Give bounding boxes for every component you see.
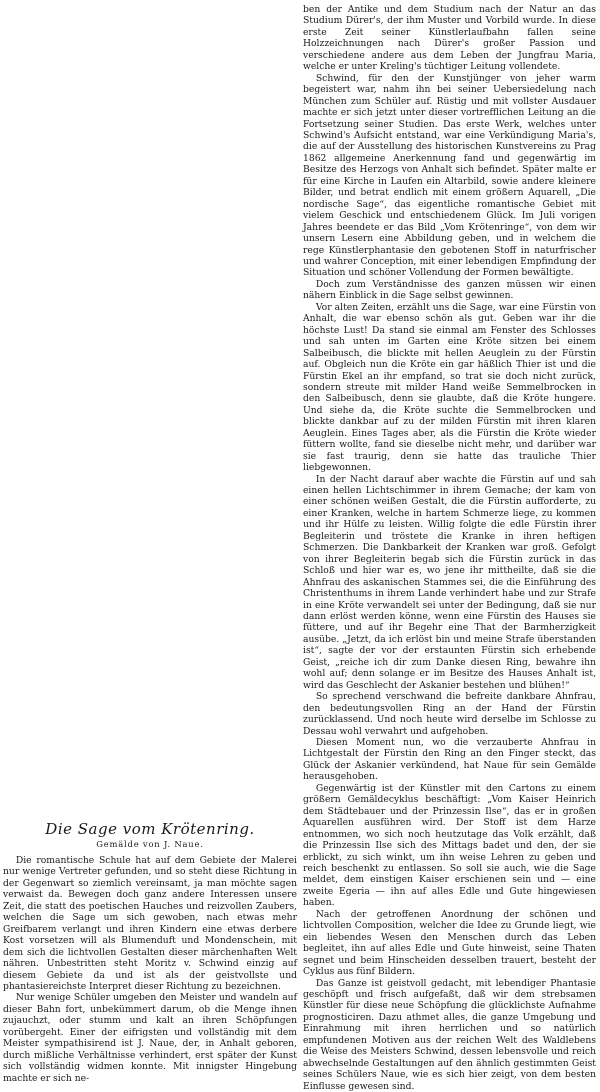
paragraph: Nach der getroffenen Anordnung der schönen und lichtvollen Composition, welcher die Idee zu Grunde liegt, wie ein liebendes Wesen den Menschen durch das Leben begleitet, ihn auf alles Edle und Gute hinweist, seine Thaten segnet und beim Hinscheiden desselben trauert, besteht der Cyklus aus fünf Bildern. <box>303 908 596 978</box>
article-title: Die Sage vom Krötenring. <box>45 820 255 838</box>
paragraph: Das Ganze ist geistvoll gedacht, mit lebendiger Phantasie geschöpft und frisch aufgefaßt, daß wir dem strebsamen Künstler für diese neue Schöpfung die glücklichste Aufnahme prognosticiren. Dazu athmet alles, die ganze Umgebung und Einrahmung mit ihren herrlichen und so natürlich empfundenen Motiven aus der reichen Welt des Waldlebens die Weise des Meisters Schwind, dessen lebensvolle und reich abwechselnde Gestaltungen auf den ähnlich gestimmten Geist seines Schülers Naue, wie es sich hier zeigt, von dem besten Einflusse gewesen sind. <box>303 977 596 1092</box>
paragraph: In der Nacht darauf aber wachte die Fürstin auf und sah einen hellen Lichtschimmer in ihrem Gemache; der kam von einer schönen weißen Gestalt, die die Fürstin aufforderte, zu einer Kranken, welche in hartem Schmerze liege, zu kommen und ihr Hülfe zu leisten. Willig folgte die edle Fürstin ihrer Begleiterin und tröstete die Kranke in ihren heftigen Schmerzen. Die Dankbarkeit der Kranken war groß. Gefolgt von ihrer Begleiterin begab sich die Fürstin zurück in das Schloß und hier war es, wo jene ihr mittheilte, daß sie die Ahnfrau des askanischen Stammes sei, die die Einführung des Christenthums in ihrem Lande verhindert habe und zur Strafe in eine Kröte verwandelt sei unter der Bedingung, daß sie nur dann erlöst werden könne, wenn eine Fürstin des Hauses sie füttere, und auf ihr Begehr eine That der Barmherzigkeit ausübe. „Jetzt, da ich erlöst bin und meine Strafe überstanden ist“, sagte der vor der erstaunten Fürstin sich erhebende Geist, „reiche ich dir zum Danke diesen Ring, bewahre ihn wohl auf; denn solange er im Besitze des Hauses Anhalt ist, wird das Geschlecht der Askanier bestehen und blühen!“ <box>303 473 596 691</box>
illustration-space <box>3 4 297 820</box>
paragraph: Gegenwärtig ist der Künstler mit den Cartons zu einem größern Gemäldecyklus beschäftigt: „Vom Kaiser Heinrich dem Städtebauer und der Prinzessin Ilse“, das er in großen Aquarellen ausführen wird. Der Stoff ist dem Harze entnommen, wo sich noch heutzutage das Volk erzählt, daß die Prinzessin Ilse sich des Mittags badet und den, der sie erblickt, zu sich winkt, um ihn weise Lehren zu geben und reich beschenkt zu entlassen. So soll sie auch, wie die Sage meldet, dem einstigen Kaiser erschienen sein und — eine zweite Egeria — ihn auf alles Edle und Gute hingewiesen haben. <box>303 782 596 909</box>
paragraph: Doch zum Verständnisse des ganzen müssen wir einen nähern Einblick in die Sage selbst gewinnen. <box>303 278 596 302</box>
left-column <box>3 4 297 1084</box>
paragraph: Die romantische Schule hat auf dem Gebiete der Malerei nur wenige Vertreter gefunden, und so steht diese Richtung in der Gegenwart so ziemlich vereinsamt, ja man möchte sagen verwaist da. Bewegen doch ganz andere Interessen unsere Zeit, die statt des poetischen Hauches und reizvollen Zaubers, welchen die Sage um sich gewoben, nach etwas mehr Greifbarem verlangt und ihren Kindern eine etwas derbere Kost vorsetzen will als Blumenduft und Mondenschein, mit dem sich die lichtvollen Gestalten dieser märchenhaften Welt nähren. Unbestritten steht Moritz v. Schwind einzig auf diesem Gebiete da und ist als der geistvollste und phantasiereichste Interpret dieser Richtung zu bezeichnen. <box>3 855 297 992</box>
paragraph: Vor alten Zeiten, erzählt uns die Sage, war eine Fürstin von Anhalt, die war ebenso schön als gut. Geben war ihr die höchste Lust! Da stand sie einmal am Fenster des Schlosses und sah unten im Garten eine Kröte sitzen bei einem Salbeibusch, die blickte mit hellen Aeuglein zu der Fürstin auf. Obgleich nun die Kröte ein gar häßlich Thier ist und die Fürstin Ekel an ihr empfand, so trat sie doch nicht zurück, sondern streute mit milder Hand weiße Semmelbrocken in den Salbeibusch, denn sie glaubte, daß die Kröte hungere. Und siehe da, die Kröte suchte die Semmelbrocken und blickte dankbar auf zu der milden Fürstin mit ihren klaren Aeuglein. Eines Tages aber, als die Fürstin die Kröte wieder füttern wollte, fand sie dieselbe nicht mehr, und darüber war sie fast traurig, denn sie hatte das trauliche Thier liebgewonnen. <box>303 301 596 474</box>
right-column <box>303 4 596 1092</box>
article-subtitle: Gemälde von J. Naue. <box>96 839 204 849</box>
paragraph: Nur wenige Schüler umgeben den Meister und wandeln auf dieser Bahn fort, unbekümmert darum, ob die Menge ihnen zujauchzt, oder stumm und kalt an ihren Schöpfungen vorübergeht. Einer der eifrigsten und vollständig mit dem Meister sympathisirend ist J. Naue, der, in Anhalt geboren, durch mißliche Verhältnisse verhindert, erst später der Kunst sich vollständig widmen konnte. Mit innigster Hingebung machte er sich ne- <box>3 992 297 1084</box>
paragraph: ben der Antike und dem Studium nach der Natur an das Studium Dürer's, der ihm Muster und Vorbild wurde. In diese erste Zeit seiner Künstlerlaufbahn fallen seine Holzzeichnungen nach Dürer's großer Passion und verschiedene andere aus dem Leben der Jungfrau Maria, welche er unter Kreling's tüchtiger Leitung vollendete. <box>303 4 596 73</box>
paragraph: Diesen Moment nun, wo die verzauberte Ahnfrau in Lichtgestalt der Fürstin den Ring an den Finger steckt, das Glück der Askanier verkündend, hat Naue für sein Gemälde herausgehoben. <box>303 737 596 783</box>
paragraph: So sprechend verschwand die befreite dankbare Ahnfrau, den bedeutungsvollen Ring an der Hand der Fürstin zurücklassend. Und noch heute wird derselbe im Schlosse zu Dessau wohl verwahrt und aufgehoben. <box>303 691 596 737</box>
paragraph: Schwind, für den der Kunstjünger von jeher warm begeistert war, nahm ihn bei seiner Uebersiedelung nach München zum Schüler auf. Rüstig und mit vollster Ausdauer machte er sich jetzt unter dieser vortrefflichen Leitung an die Fortsetzung seiner Studien. Das erste Werk, welches unter Schwind's Aufsicht entstand, war eine Verkündigung Maria's, die auf der Ausstellung des historischen Kunstvereins zu Prag 1862 allgemeine Anerkennung fand und gegenwärtig im Besitze des Herzogs von Anhalt sich befindet. Später malte er für eine Kirche in Laufen ein Altarbild, sowie andere kleinere Bilder, und betrat endlich mit einem größern Aquarell, „Die nordische Sage“, das eigentliche romantische Gebiet mit vielem Geschick und entschiedenem Glück. Im Juli vorigen Jahres beendete er das Bild „Vom Krötenringe“, von dem wir unsern Lesern eine Abbildung geben, und in welchem die rege Künstlerphantasie den gebotenen Stoff in naturfrischer und wahrer Conception, mit einer lebendigen Empfindung der Situation und schöner Vollendung der Formen bewältigte. <box>303 72 596 279</box>
